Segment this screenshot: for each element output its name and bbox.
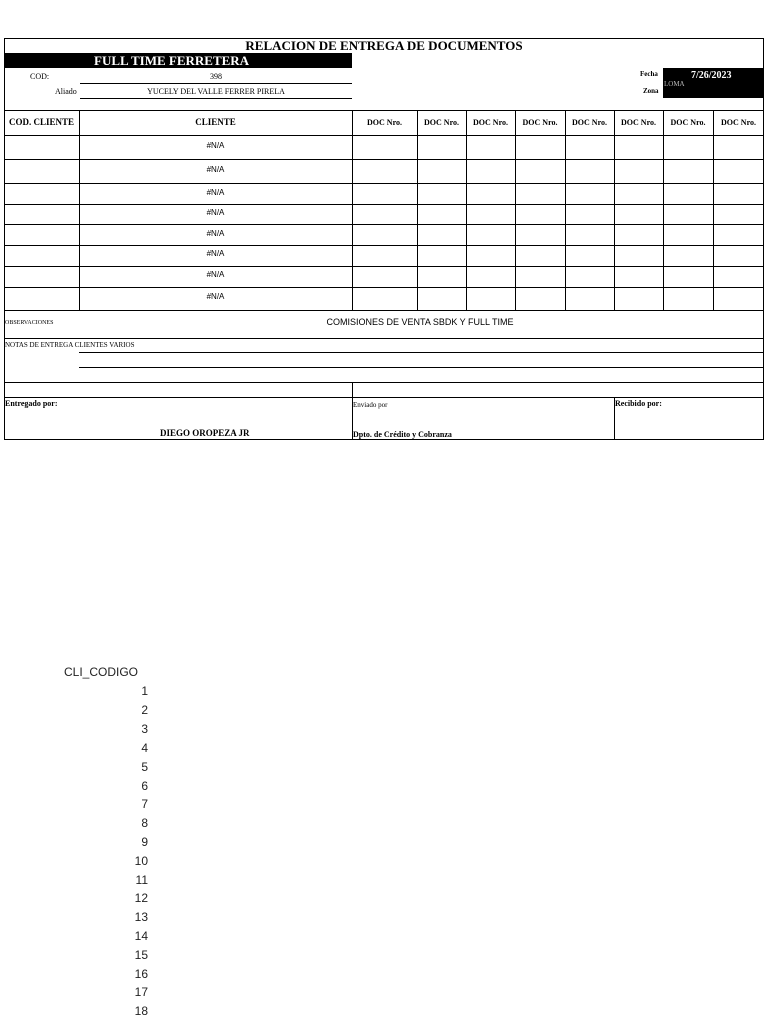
code-row: 7 (141, 797, 148, 811)
col-line (663, 110, 664, 310)
col-header-doc: DOC Nro. (367, 118, 402, 127)
code-row: 4 (141, 741, 148, 755)
notas-label: NOTAS DE ENTREGA CLIENTES VARIOS (5, 341, 135, 349)
enviado-value: Dpto. de Crédito y Cobranza (353, 430, 452, 439)
table-top-line (4, 110, 764, 111)
notas-bottom-line (4, 382, 764, 383)
col-line (352, 110, 353, 310)
code-row: 10 (134, 854, 148, 868)
entregado-value: DIEGO OROPEZA JR (160, 428, 250, 438)
col-line (515, 110, 516, 310)
table-cell-cliente: #N/A (206, 188, 225, 197)
code-row: 11 (135, 873, 148, 887)
table-cell-cliente: #N/A (206, 292, 225, 301)
col-header-doc: DOC Nro. (522, 118, 558, 127)
observaciones-value: COMISIONES DE VENTA SBDK Y FULL TIME (326, 317, 514, 327)
col-header-doc: DOC Nro. (424, 118, 459, 127)
code-row: 15 (134, 948, 148, 962)
table-cell-cliente: #N/A (206, 208, 225, 217)
code-row: 9 (141, 835, 148, 849)
cod-label: COD: (30, 72, 50, 81)
code-row: 13 (134, 910, 148, 924)
notas-line (79, 352, 764, 353)
recibido-label: Recibido por: (615, 399, 662, 408)
col-header-cliente: CLIENTE (195, 117, 236, 127)
col-line (417, 110, 418, 310)
company-name: FULL TIME FERRETERA (94, 53, 250, 68)
code-row: 2 (141, 703, 148, 717)
code-row: 5 (141, 760, 148, 774)
entregado-label: Entregado por: (5, 399, 58, 408)
col-header-doc: DOC Nro. (572, 118, 607, 127)
notas-line (79, 367, 764, 368)
aliado-underline (80, 98, 352, 99)
table-header-line (4, 135, 764, 136)
code-row: 17 (134, 985, 148, 999)
document-title: RELACION DE ENTREGA DE DOCUMENTOS (245, 38, 523, 53)
code-row: 18 (134, 1004, 148, 1018)
fecha-under: LOMA (664, 80, 685, 88)
row-line (4, 159, 764, 160)
signature-top-line (4, 397, 764, 398)
aliado-label: Aliado (55, 87, 77, 96)
code-row: 16 (134, 967, 148, 981)
row-line (4, 245, 764, 246)
zona-label: Zona (643, 87, 659, 95)
code-row: 6 (141, 779, 148, 793)
table-cell-cliente: #N/A (206, 141, 225, 150)
col-line (713, 110, 714, 310)
col-line (565, 110, 566, 310)
col-line (614, 110, 615, 310)
table-cell-cliente: #N/A (206, 270, 225, 279)
code-row: 3 (141, 722, 148, 736)
aliado-value: YUCELY DEL VALLE FERRER PIRELA (147, 87, 285, 96)
row-line (4, 287, 764, 288)
col-header-doc: DOC Nro. (473, 118, 508, 127)
col-header-doc: DOC Nro. (621, 118, 656, 127)
table-cell-cliente: #N/A (206, 165, 225, 174)
enviado-label: Enviado por (353, 401, 388, 409)
table-cell-cliente: #N/A (206, 249, 225, 258)
observaciones-label: OBSERVACIONES (5, 320, 54, 326)
code-row: 1 (141, 684, 148, 698)
cod-underline (80, 83, 352, 84)
code-row: 8 (141, 816, 148, 830)
table-bottom-line (4, 310, 764, 311)
fecha-label: Fecha (640, 70, 658, 78)
codes-header: CLI_CODIGO (64, 665, 139, 679)
row-line (4, 183, 764, 184)
code-row: 14 (134, 929, 148, 943)
table-cell-cliente: #N/A (206, 229, 225, 238)
code-row: 12 (134, 891, 148, 905)
col-header-doc: DOC Nro. (721, 118, 756, 127)
fecha-value: 7/26/2023 (691, 70, 732, 81)
col-header-doc: DOC Nro. (670, 118, 706, 127)
col-header-cod-cliente: COD. CLIENTE (8, 117, 74, 127)
cod-value: 398 (210, 72, 222, 81)
row-line (4, 266, 764, 267)
row-line (4, 224, 764, 225)
row-line (4, 204, 764, 205)
col-line (466, 110, 467, 310)
observaciones-line (4, 338, 764, 339)
